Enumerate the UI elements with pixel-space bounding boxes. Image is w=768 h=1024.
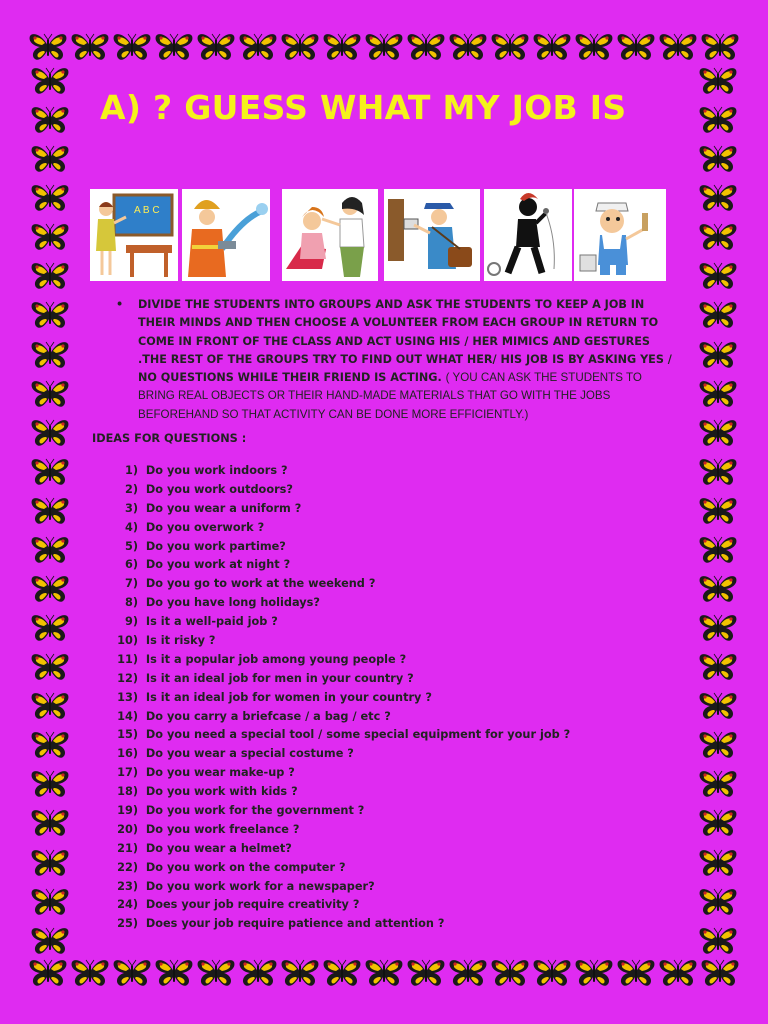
butterfly-icon: [30, 848, 70, 878]
butterfly-icon: [698, 261, 738, 291]
question-number: 9): [124, 615, 138, 629]
butterfly-icon: [280, 958, 320, 988]
butterfly-icon: [30, 457, 70, 487]
board-text: A B C: [134, 205, 160, 216]
question-item: [108, 556, 570, 575]
butterfly-icon: [698, 613, 738, 643]
firefighter-picture: [182, 189, 270, 281]
butterfly-icon: [30, 496, 70, 526]
question-text: Is it a popular job among young people ?: [145, 652, 407, 666]
question-item: [108, 519, 570, 538]
butterfly-icon: [196, 32, 236, 62]
butterfly-icon: [698, 926, 738, 956]
butterfly-icon: [30, 808, 70, 838]
butterfly-icon: [112, 958, 152, 988]
question-number: 23): [117, 879, 138, 893]
butterfly-icon: [574, 32, 614, 62]
question-text: Does your job require creativity ?: [145, 898, 360, 912]
butterfly-icon: [448, 958, 488, 988]
butterfly-icon: [30, 183, 70, 213]
question-text: Is it an ideal job for men in your country ?: [145, 671, 414, 685]
question-number: 24): [117, 898, 138, 912]
left-butterfly-border: [28, 66, 72, 956]
question-number: 15): [117, 728, 138, 742]
butterfly-icon: [28, 32, 68, 62]
question-item: [108, 840, 570, 859]
question-item: [108, 764, 570, 783]
question-item: [108, 878, 570, 897]
question-text: Do you carry a briefcase / a bag / etc ?: [145, 709, 391, 723]
question-item: [108, 462, 570, 481]
question-item: [108, 689, 570, 708]
question-text: Do you work at night ?: [145, 558, 291, 572]
teacher-at-blackboard-icon: [90, 189, 178, 281]
butterfly-icon: [30, 418, 70, 448]
instructions-note: ( YOU CAN ASK THE STUDENTS TO BRING REAL OBJECTS OR THEIR HAND-MADE MATERIALS THAT GO WITH THE JOBS BEFOREHAND SO THAT ACTIVITY CAN BE DONE MORE EFFICIENTLY.): [138, 371, 642, 421]
question-item: [108, 481, 570, 500]
butterfly-icon: [616, 958, 656, 988]
butterfly-icon: [698, 379, 738, 409]
butterfly-icon: [30, 887, 70, 917]
question-number: 17): [117, 766, 138, 780]
question-text: Do you work work for a newspaper?: [145, 879, 375, 893]
butterfly-icon: [698, 105, 738, 135]
question-item: [108, 500, 570, 519]
butterfly-icon: [490, 32, 530, 62]
butterfly-icon: [698, 769, 738, 799]
question-number: 19): [117, 804, 138, 818]
question-number: 13): [117, 690, 138, 704]
butterfly-icon: [700, 958, 740, 988]
question-number: 18): [117, 785, 138, 799]
ideas-heading: IDEAS FOR QUESTIONS :: [92, 432, 247, 445]
hairdresser-picture: [282, 189, 378, 281]
hairdresser-icon: [282, 189, 378, 281]
butterfly-icon: [196, 958, 236, 988]
butterfly-icon: [322, 958, 362, 988]
question-text: Do you work freelance ?: [145, 822, 300, 836]
butterfly-icon: [322, 32, 362, 62]
question-number: 20): [117, 822, 138, 836]
question-text: Do you overwork ?: [145, 520, 265, 534]
painter-picture: [574, 189, 666, 281]
butterfly-icon: [658, 958, 698, 988]
butterfly-icon: [30, 105, 70, 135]
butterfly-icon: [30, 144, 70, 174]
question-number: 6): [124, 558, 138, 572]
butterfly-icon: [490, 958, 530, 988]
butterfly-icon: [238, 32, 278, 62]
butterfly-icon: [698, 222, 738, 252]
question-number: 22): [117, 860, 138, 874]
butterfly-icon: [698, 457, 738, 487]
question-number: 25): [117, 917, 138, 931]
question-number: 12): [117, 671, 138, 685]
butterfly-icon: [112, 32, 152, 62]
question-text: Do you wear a special costume ?: [145, 747, 354, 761]
butterfly-icon: [658, 32, 698, 62]
butterfly-icon: [698, 418, 738, 448]
butterfly-icon: [30, 340, 70, 370]
question-text: Is it risky ?: [145, 634, 216, 648]
question-number: 10): [117, 634, 138, 648]
question-text: Is it an ideal job for women in your country ?: [145, 690, 432, 704]
butterfly-icon: [698, 144, 738, 174]
butterfly-icon: [698, 887, 738, 917]
question-number: 21): [117, 841, 138, 855]
question-item: [108, 726, 570, 745]
butterfly-icon: [574, 958, 614, 988]
question-number: 11): [117, 652, 138, 666]
bullet: •: [116, 298, 124, 311]
question-item: [108, 538, 570, 557]
question-item: [108, 745, 570, 764]
questions-list: [108, 462, 570, 934]
butterfly-icon: [70, 32, 110, 62]
butterfly-icon: [30, 66, 70, 96]
butterfly-icon: [28, 958, 68, 988]
mail-carrier-picture: [384, 189, 480, 281]
question-number: 8): [124, 596, 138, 610]
butterfly-icon: [30, 574, 70, 604]
question-item: [108, 632, 570, 651]
butterfly-icon: [698, 730, 738, 760]
question-text: Do you work outdoors?: [145, 482, 293, 496]
question-number: 3): [124, 501, 138, 515]
butterfly-icon: [532, 32, 572, 62]
question-number: 4): [124, 520, 138, 534]
question-number: 16): [117, 747, 138, 761]
instructions: [116, 296, 676, 424]
butterfly-icon: [698, 652, 738, 682]
question-item: [108, 651, 570, 670]
painter-icon: [574, 189, 666, 281]
butterfly-icon: [406, 32, 446, 62]
question-text: Do you work partime?: [145, 539, 286, 553]
question-number: 14): [117, 709, 138, 723]
butterfly-icon: [30, 652, 70, 682]
question-text: Do you go to work at the weekend ?: [145, 577, 376, 591]
question-text: Do you work indoors ?: [145, 464, 288, 477]
question-item: [108, 802, 570, 821]
butterfly-icon: [30, 222, 70, 252]
butterfly-icon: [406, 958, 446, 988]
right-butterfly-border: [696, 66, 740, 956]
mail-carrier-icon: [384, 189, 480, 281]
question-item: [108, 670, 570, 689]
butterfly-icon: [30, 926, 70, 956]
butterfly-icon: [70, 958, 110, 988]
question-text: Does your job require patience and attention ?: [145, 917, 445, 931]
butterfly-icon: [616, 32, 656, 62]
firefighter-icon: [182, 189, 270, 281]
question-number: 7): [124, 577, 138, 591]
question-text: Do you wear a uniform ?: [145, 501, 302, 515]
butterfly-icon: [280, 32, 320, 62]
question-text: Do you wear make-up ?: [145, 766, 295, 780]
butterfly-icon: [30, 379, 70, 409]
butterfly-icon: [154, 32, 194, 62]
question-item: [108, 783, 570, 802]
butterfly-icon: [698, 340, 738, 370]
butterfly-icon: [698, 183, 738, 213]
butterfly-icon: [30, 261, 70, 291]
butterfly-icon: [30, 730, 70, 760]
butterfly-icon: [698, 535, 738, 565]
question-text: Do you work on the computer ?: [145, 860, 346, 874]
question-number: 1): [124, 464, 138, 477]
question-item: [108, 594, 570, 613]
question-number: 2): [124, 482, 138, 496]
question-text: Do you wear a helmet?: [145, 841, 292, 855]
butterfly-icon: [154, 958, 194, 988]
butterfly-icon: [532, 958, 572, 988]
page-title: A) ? GUESS WHAT MY JOB IS: [100, 88, 627, 127]
butterfly-icon: [698, 691, 738, 721]
question-item: [108, 915, 570, 934]
question-text: Do you have long holidays?: [145, 596, 320, 610]
question-item: [108, 575, 570, 594]
butterfly-icon: [30, 613, 70, 643]
question-text: Do you need a special tool / some special equipment for your job ?: [145, 728, 571, 742]
butterfly-icon: [698, 300, 738, 330]
job-pictures-strip: [90, 189, 670, 282]
question-item: [108, 821, 570, 840]
question-number: 5): [124, 539, 138, 553]
butterfly-icon: [698, 848, 738, 878]
butterfly-icon: [238, 958, 278, 988]
butterfly-icon: [364, 958, 404, 988]
question-item: [108, 708, 570, 727]
butterfly-icon: [698, 496, 738, 526]
singer-with-microphone-icon: [484, 189, 572, 281]
butterfly-icon: [30, 691, 70, 721]
butterfly-icon: [698, 66, 738, 96]
butterfly-icon: [364, 32, 404, 62]
butterfly-icon: [30, 535, 70, 565]
question-text: Do you work with kids ?: [145, 785, 298, 799]
question-item: [108, 613, 570, 632]
butterfly-icon: [698, 574, 738, 604]
top-butterfly-border: [28, 30, 740, 64]
butterfly-icon: [30, 300, 70, 330]
butterfly-icon: [698, 808, 738, 838]
butterfly-icon: [448, 32, 488, 62]
question-item: [108, 896, 570, 915]
butterfly-icon: [30, 769, 70, 799]
bottom-butterfly-border: [28, 956, 740, 990]
question-item: [108, 859, 570, 878]
singer-picture: [484, 189, 572, 281]
butterfly-icon: [700, 32, 740, 62]
question-text: Do you work for the government ?: [145, 804, 365, 818]
question-text: Is it a well-paid job ?: [145, 615, 278, 629]
teacher-picture: [90, 189, 178, 281]
instructions-text: DIVIDE THE STUDENTS INTO GROUPS AND ASK THE STUDENTS TO KEEP A JOB IN THEIR MINDS AND THEN CHOOSE A VOLUNTEER FROM EACH GROUP IN RETURN TO COME IN FRONT OF THE CLASS AND ACT USING HIS / HER MIMICS AND GESTURES .THE REST OF THE GROUPS TRY TO FIND OUT WHAT HER/ HIS JOB IS BY ASKING YES / NO QUESTIONS WHILE THEIR FRIEND IS ACTING.: [138, 298, 672, 385]
